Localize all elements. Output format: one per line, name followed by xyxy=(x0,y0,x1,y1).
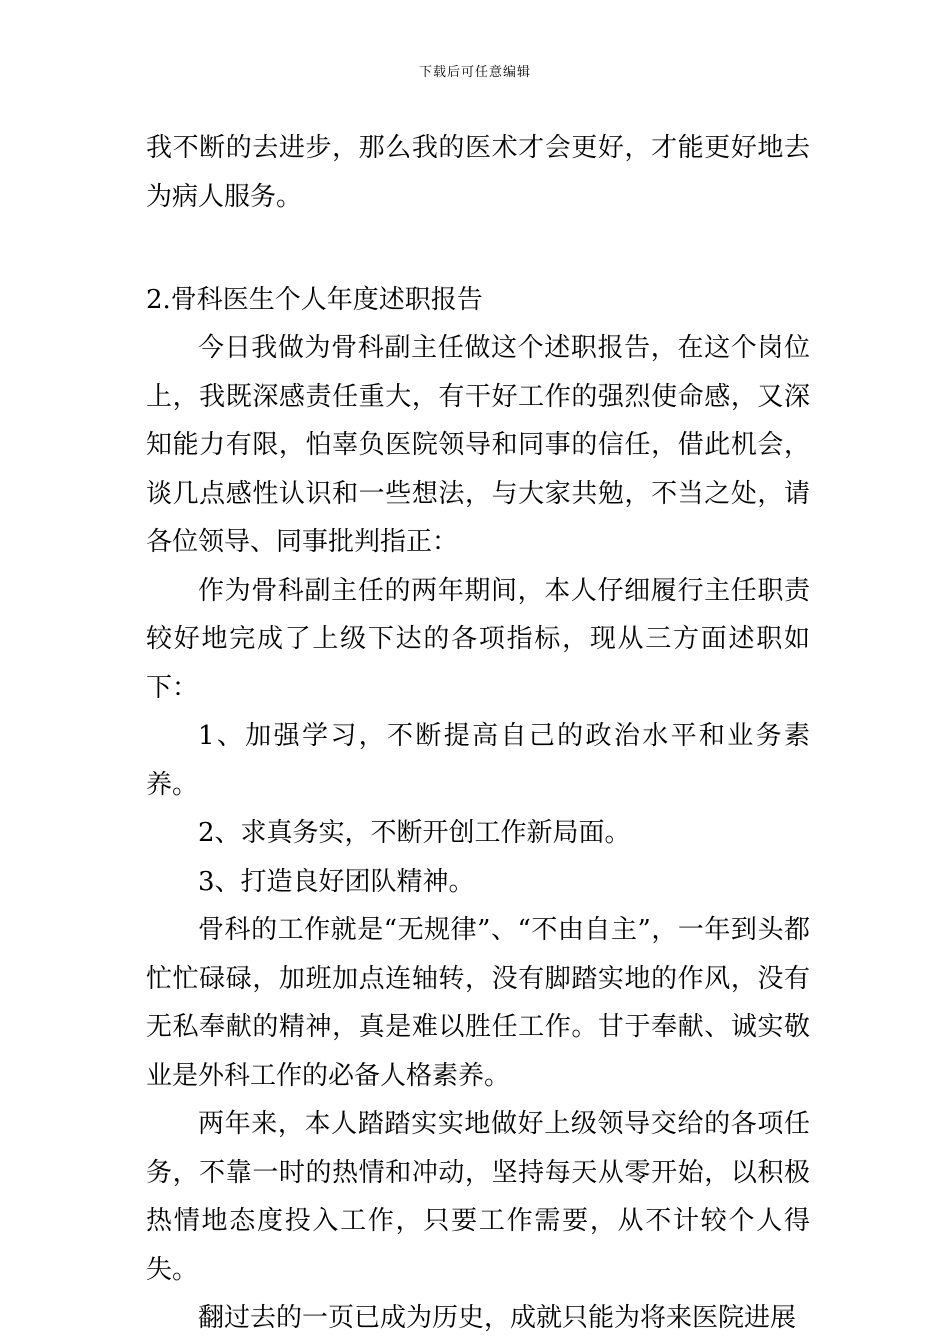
page-header: 下载后可任意编辑 xyxy=(418,65,531,80)
document-body xyxy=(146,124,810,1343)
list-item: 3、打造良好团队精神。 xyxy=(198,866,475,897)
paragraph: 翻过去的一页已成为历史，成就只能为将来医院进展 xyxy=(198,1303,797,1333)
section-heading: 2.骨科医生个人年度述职报告 xyxy=(146,284,483,315)
paragraph: 今日我做为骨科副主任做这个述职报告，在这个岗位上，我既深感责任重大，有干好工作的强烈使命感，又深知能力有限，怕辜负医院领导和同事的信任，借此机会，谈几点感性认识和一些想法，与大家共勉，不当之处，请各位领导、同事批判指正： xyxy=(146,333,810,557)
paragraph: 两年来，本人踏踏实实地做好上级领导交给的各项任务，不靠一时的热情和冲动，坚持每天从零开始，以积极热情地态度投入工作，只要工作需要，从不计较个人得失。 xyxy=(146,1109,810,1285)
paragraph: 骨科的工作就是“无规律”、“不由自主”，一年到头都忙忙碌碌，加班加点连轴转，没有脚踏实地的作风，没有无私奉献的精神，真是难以胜任工作。甘于奉献、诚实敬业是外科工作的必备人格素养。 xyxy=(146,915,810,1091)
paragraph: 作为骨科副主任的两年期间，本人仔细履行主任职责较好地完成了上级下达的各项指标，现从三方面述职如下： xyxy=(146,575,810,703)
list-item: 2、求真务实，不断开创工作新局面。 xyxy=(198,818,631,848)
paragraph-gap xyxy=(146,221,810,270)
paragraph-continuation: 我不断的去进步，那么我的医术才会更好，才能更好地去为病人服务。 xyxy=(146,133,810,212)
list-item: 1、加强学习，不断提高自己的政治水平和业务素养。 xyxy=(146,721,810,800)
